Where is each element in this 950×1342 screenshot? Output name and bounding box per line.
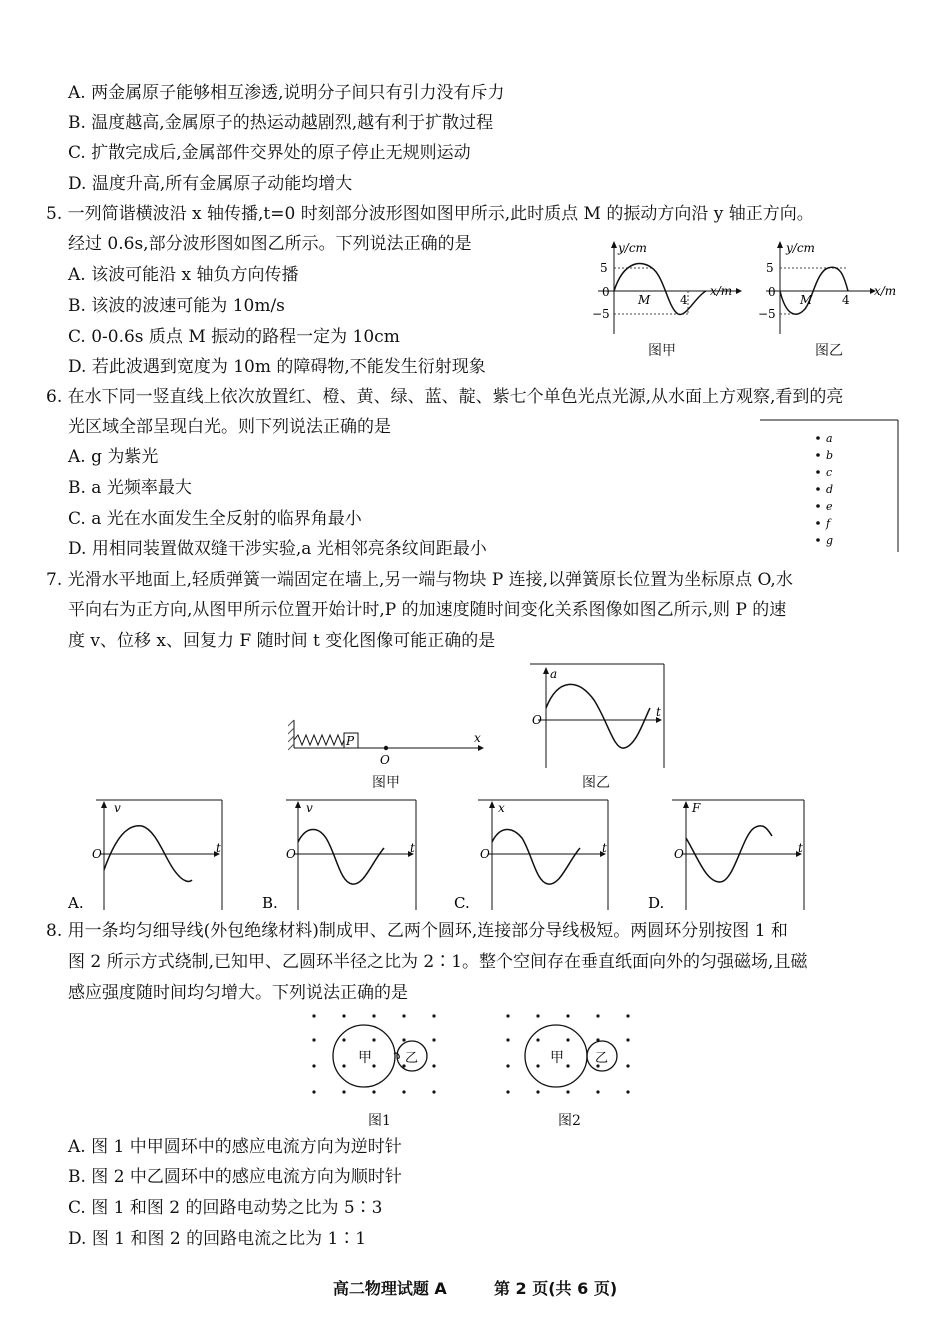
q8-stem-line1: 8. 用一条均匀细导线(外包绝缘材料)制成甲、乙两个圆环,连接部分导线极短。两圆环分别按图 1 和	[46, 921, 788, 941]
q5-wave-graph-yi	[752, 236, 912, 336]
q7-b-graph-t: t	[410, 841, 415, 855]
q6-label-g: g	[826, 534, 834, 547]
q5-yi-point-m: M	[800, 293, 813, 307]
q8-figure-2	[498, 1008, 648, 1108]
q7-x-axis-label: x	[474, 731, 481, 745]
q5-option-c: C. 0-0.6s 质点 M 振动的路程一定为 10cm	[68, 327, 400, 347]
q8-figure-1	[304, 1008, 454, 1108]
q7-choice-b-graph	[260, 796, 420, 912]
q8-option-a: A. 图 1 中甲圆环中的感应电流方向为逆时针	[68, 1137, 402, 1157]
q7-d-graph-t: t	[798, 841, 803, 855]
q5-yi-x-tick: 4	[842, 293, 850, 307]
q5-caption-yi: 图乙	[815, 343, 843, 359]
q5-stem-line2: 经过 0.6s,部分波形图如图乙所示。下列说法正确的是	[68, 234, 472, 254]
q7-c-graph-origin: O	[480, 847, 490, 861]
q8-stem-line2: 图 2 所示方式绕制,已知甲、乙圆环半径之比为 2∶1。整个空间存在垂直纸面向外的匀强磁场,且磁	[68, 952, 808, 972]
q7-a-graph-origin: O	[92, 847, 102, 861]
q6-light-sources-figure	[756, 416, 902, 554]
q7-a-t-label: t	[656, 705, 661, 719]
q5-option-a: A. 该波可能沿 x 轴负方向传播	[68, 265, 299, 285]
q5-yi-y-pos: 5	[766, 261, 774, 275]
q5-yi-y-zero: 0	[768, 285, 776, 299]
q5-jia-y-neg: −5	[592, 307, 610, 321]
q7-b-graph-origin: O	[286, 847, 296, 861]
q5-jia-y-zero: 0	[602, 285, 610, 299]
q7-d-graph-axis: F	[692, 801, 701, 815]
q8-fig2-ring-big: 甲	[550, 1050, 564, 1066]
q6-label-c: c	[826, 466, 833, 479]
q5-jia-point-m: M	[638, 293, 651, 307]
q6-label-d: d	[826, 483, 834, 496]
q8-fig1-ring-small: 乙	[405, 1051, 419, 1066]
q8-caption-2: 图2	[558, 1113, 581, 1129]
q8-stem-line3: 感应强度随时间均匀增大。下列说法正确的是	[68, 983, 408, 1003]
q7-a-origin: O	[532, 713, 542, 727]
q7-caption-yi: 图乙	[582, 775, 610, 791]
q7-c-graph-axis: x	[498, 801, 505, 815]
q7-a-graph-t: t	[216, 841, 221, 855]
q5-jia-x-label: x/m	[710, 284, 733, 298]
q7-origin-label: O	[380, 753, 390, 767]
q6-option-b: B. a 光频率最大	[68, 478, 192, 498]
q5-yi-y-neg: −5	[758, 307, 776, 321]
q8-fig2-ring-small: 乙	[595, 1051, 609, 1066]
footer-page-number: 第 2 页(共 6 页)	[493, 1279, 618, 1298]
q5-jia-x-tick: 4	[680, 293, 688, 307]
q7-choice-b-letter: B.	[262, 894, 278, 912]
q7-a-graph-axis: v	[114, 801, 121, 815]
page-footer	[0, 1276, 950, 1299]
q7-choice-a-graph	[66, 796, 226, 912]
q6-label-e: e	[826, 500, 833, 513]
q5-option-d: D. 若此波遇到宽度为 10m 的障碍物,不能发生衍射现象	[68, 357, 486, 377]
q7-b-graph-axis: v	[306, 801, 313, 815]
q7-caption-jia: 图甲	[372, 775, 400, 791]
q6-option-a: A. g 为紫光	[68, 447, 159, 467]
q7-block-label: P	[346, 734, 355, 748]
q7-choice-d-letter: D.	[648, 894, 665, 912]
q7-choice-c-graph	[452, 796, 612, 912]
q7-c-graph-t: t	[602, 841, 607, 855]
q4-option-b: B. 温度越高,金属原子的热运动越剧烈,越有利于扩散过程	[68, 113, 494, 133]
q4-option-a: A. 两金属原子能够相互渗透,说明分子间只有引力没有斥力	[68, 83, 505, 103]
q5-yi-y-label: y/cm	[786, 241, 815, 255]
q5-caption-jia: 图甲	[648, 343, 676, 359]
q5-jia-y-label: y/cm	[618, 241, 647, 255]
q5-option-b: B. 该波的波速可能为 10m/s	[68, 296, 285, 316]
q7-spring-block-figure	[288, 716, 488, 770]
q7-choice-a-letter: A.	[68, 894, 84, 912]
q6-stem-line1: 6. 在水下同一竖直线上依次放置红、橙、黄、绿、蓝、靛、紫七个单色光点光源,从水面上方观察,看到的亮	[46, 387, 844, 407]
q6-stem-line2: 光区域全部呈现白光。则下列说法正确的是	[68, 417, 391, 437]
q4-option-c: C. 扩散完成后,金属部件交界处的原子停止无规则运动	[68, 143, 471, 163]
q7-choice-d-graph	[646, 796, 808, 912]
q7-stem-line1: 7. 光滑水平地面上,轻质弹簧一端固定在墙上,另一端与物块 P 连接,以弹簧原长位置为坐标原点 O,水	[46, 570, 793, 590]
q7-acceleration-graph	[528, 660, 668, 770]
q8-option-b: B. 图 2 中乙圆环中的感应电流方向为顺时针	[68, 1167, 402, 1187]
q7-stem-line2: 平向右为正方向,从图甲所示位置开始计时,P 的加速度随时间变化关系图像如图乙所示,则 P 的速	[68, 600, 787, 620]
q7-choice-c-letter: C.	[454, 894, 470, 912]
q6-label-a: a	[826, 432, 833, 445]
q5-wave-graph-jia	[588, 236, 748, 336]
q6-option-c: C. a 光在水面发生全反射的临界角最小	[68, 509, 362, 529]
q5-yi-x-label: x/m	[874, 284, 897, 298]
q7-a-axis-label: a	[550, 667, 558, 681]
q6-option-d: D. 用相同装置做双缝干涉实验,a 光相邻亮条纹间距最小	[68, 539, 487, 559]
q8-option-c: C. 图 1 和图 2 的回路电动势之比为 5∶3	[68, 1198, 383, 1218]
q8-fig1-ring-big: 甲	[358, 1050, 372, 1066]
q4-option-d: D. 温度升高,所有金属原子动能均增大	[68, 174, 353, 194]
q5-stem-line1: 5. 一列简谐横波沿 x 轴传播,t=0 时刻部分波形图如图甲所示,此时质点 M 的振动方向沿 y 轴正方向。	[46, 204, 814, 224]
q7-stem-line3: 度 v、位移 x、回复力 F 随时间 t 变化图像可能正确的是	[68, 631, 496, 651]
q8-option-d: D. 图 1 和图 2 的回路电流之比为 1∶1	[68, 1229, 367, 1249]
q8-caption-1: 图1	[368, 1113, 391, 1129]
q6-label-f: f	[826, 517, 831, 530]
q7-d-graph-origin: O	[674, 847, 684, 861]
q6-label-b: b	[826, 449, 834, 462]
q5-jia-y-pos: 5	[600, 261, 608, 275]
footer-subject: 高二物理试题 A	[332, 1279, 447, 1298]
